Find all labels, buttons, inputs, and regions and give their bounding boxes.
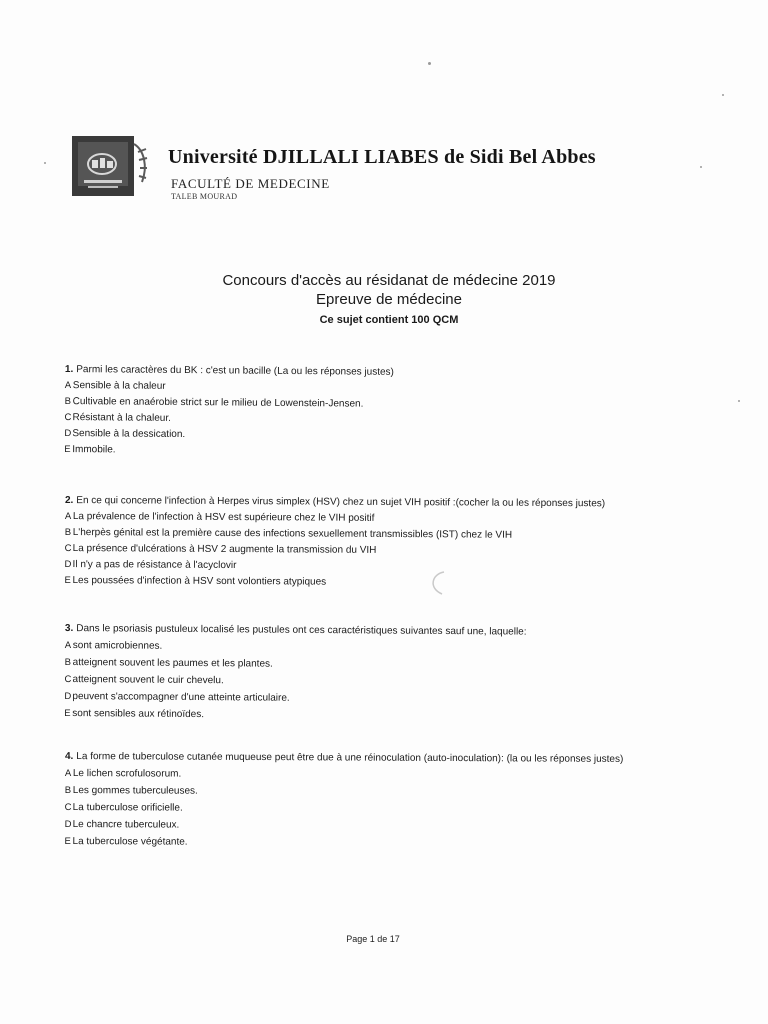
option-letter: C xyxy=(64,542,72,555)
option-text: Le chancre tuberculeux. xyxy=(72,819,180,831)
option-letter: E xyxy=(64,835,71,848)
question-text: Parmi les caractères du BK : c'est un bacille (La ou les réponses justes) xyxy=(76,364,394,378)
option-text: peuvent s'accompagner d'une atteinte articulaire. xyxy=(72,691,290,704)
question-number: 3. xyxy=(64,622,74,635)
option-b xyxy=(65,784,725,800)
exam-title: Concours d'accès au résidanat de médecine 2019 xyxy=(222,272,556,289)
question-text: En ce qui concerne l'infection à Herpes virus simplex (HSV) chez un sujet VIH positif :(cocher la ou les réponses justes) xyxy=(76,495,606,510)
option-letter: B xyxy=(64,656,72,669)
question-number: 1. xyxy=(64,363,74,376)
option-d xyxy=(65,558,725,575)
option-letter: D xyxy=(64,690,72,703)
option-a xyxy=(65,767,725,783)
option-text: Sensible à la dessication. xyxy=(72,428,186,441)
scan-speck xyxy=(700,166,702,168)
option-b xyxy=(65,656,725,674)
option-a xyxy=(65,639,725,657)
question-stem xyxy=(65,750,725,766)
option-text: La prévalence de l'infection à HSV est supérieure chez le VIH positif xyxy=(72,511,375,524)
option-letter: A xyxy=(64,767,72,780)
option-letter: A xyxy=(64,379,72,392)
exam-subject: Epreuve de médecine xyxy=(316,291,462,308)
option-text: atteignent souvent les paumes et les plantes. xyxy=(72,657,273,670)
option-letter: B xyxy=(64,784,72,797)
option-e xyxy=(64,707,724,725)
option-c xyxy=(64,673,724,691)
faculty-name: FACULTÉ DE MEDECINE xyxy=(171,176,330,191)
option-letter: C xyxy=(64,801,72,814)
scan-speck xyxy=(722,94,724,96)
option-text: Il n'y a pas de résistance à l'acyclovir xyxy=(72,559,237,572)
option-e xyxy=(64,443,724,462)
question-2 xyxy=(64,494,725,591)
question-number: 4. xyxy=(64,751,74,763)
option-letter: C xyxy=(64,673,72,686)
option-a xyxy=(65,510,725,527)
option-letter: E xyxy=(64,443,71,456)
option-text: Les gommes tuberculeuses. xyxy=(72,785,198,797)
option-text: atteignent souvent le cuir chevelu. xyxy=(72,674,224,687)
option-text: Le lichen scrofulosorum. xyxy=(72,768,182,780)
option-text: La tuberculose végétante. xyxy=(72,836,188,848)
option-d xyxy=(65,818,725,834)
option-text: La présence d'ulcérations à HSV 2 augmente la transmission du VIH xyxy=(72,543,377,556)
option-letter: A xyxy=(64,510,72,523)
option-letter: D xyxy=(64,818,72,831)
option-text: L'herpès génital est la première cause des infections sexuellement transmissibles (IST) chez le VIH xyxy=(72,527,513,541)
question-3 xyxy=(64,622,725,725)
option-c xyxy=(65,801,725,817)
dean-name: TALEB MOURAD xyxy=(171,192,238,201)
question-stem xyxy=(65,622,725,640)
scan-speck xyxy=(738,400,740,402)
option-letter: B xyxy=(64,526,72,539)
question-text: Dans le psoriasis pustuleux localisé les pustules ont ces caractéristiques suivantes sauf une, laquelle: xyxy=(76,623,527,638)
option-text: sont sensibles aux rétinoïdes. xyxy=(72,708,205,721)
question-4 xyxy=(64,750,725,851)
pen-mark xyxy=(424,568,454,598)
question-text: La forme de tuberculose cutanée muqueuse peut être due à une réinoculation (auto-inoculation): (la ou les réponses justes) xyxy=(76,751,624,765)
question-stem xyxy=(65,494,725,511)
option-b xyxy=(65,526,725,543)
question-1 xyxy=(64,363,725,462)
option-letter: A xyxy=(64,639,72,652)
scan-speck xyxy=(428,62,431,65)
page-number: Page 1 de 17 xyxy=(346,934,400,944)
option-letter: E xyxy=(64,574,71,587)
option-letter: D xyxy=(64,427,72,440)
option-text: Cultivable en anaérobie strict sur le milieu de Lowenstein-Jensen. xyxy=(72,396,364,410)
option-d xyxy=(64,690,724,708)
option-letter: B xyxy=(64,395,72,408)
scan-speck xyxy=(44,162,46,164)
option-text: Sensible à la chaleur xyxy=(72,380,166,392)
option-e xyxy=(64,574,724,591)
option-text: Résistant à la chaleur. xyxy=(72,412,171,424)
option-c xyxy=(65,542,725,559)
option-letter: D xyxy=(64,558,72,571)
option-text: La tuberculose orificielle. xyxy=(72,802,183,814)
university-logo xyxy=(72,136,148,198)
letterhead xyxy=(68,132,596,212)
option-letter: E xyxy=(64,707,71,720)
question-number: 2. xyxy=(64,494,74,507)
question-count: Ce sujet contient 100 QCM xyxy=(319,314,459,326)
option-text: Les poussées d'infection à HSV sont volontiers atypiques xyxy=(72,575,327,588)
option-text: sont amicrobiennes. xyxy=(72,640,163,652)
option-letter: C xyxy=(64,411,72,424)
university-name: Université DJILLALI LIABES de Sidi Bel Abbes xyxy=(168,146,596,168)
option-e xyxy=(64,835,724,851)
option-text: Immobile. xyxy=(72,444,116,456)
